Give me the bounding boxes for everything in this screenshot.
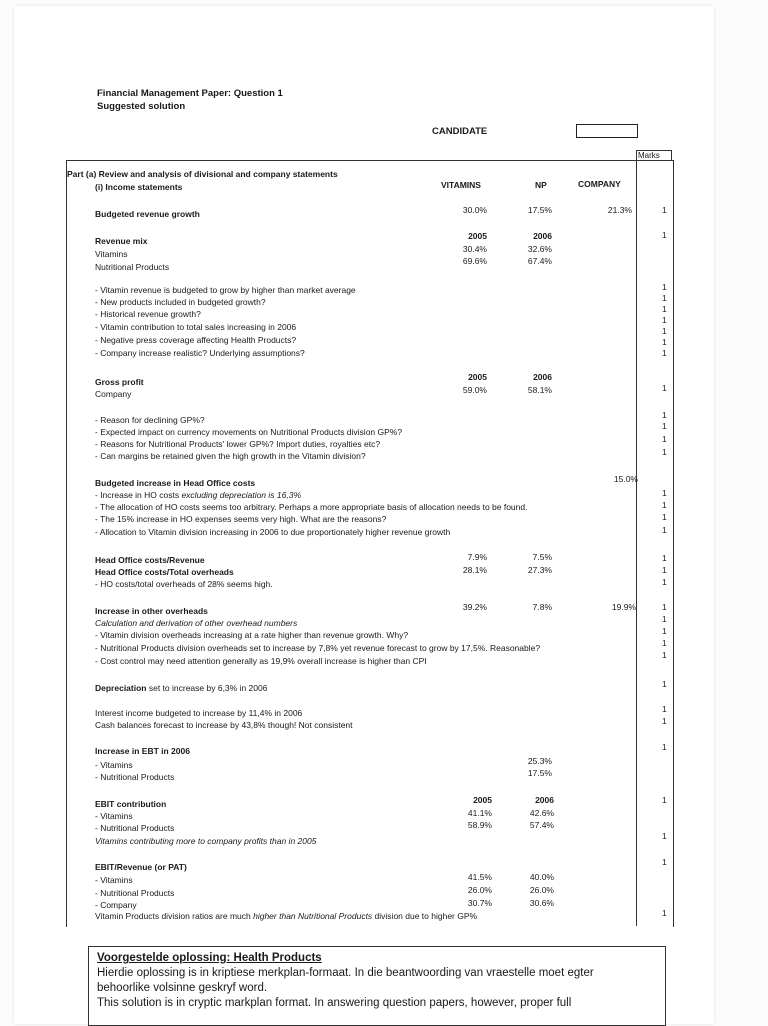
row-ebit-revenue-label: EBIT/Revenue (or PAT) <box>95 862 187 872</box>
ebit-vitamins-2006: 42.6% <box>529 808 554 818</box>
ebitrev-company-2005: 30.7% <box>467 898 492 908</box>
ebitrev-np-2005: 26.0% <box>467 885 492 895</box>
col-header-company: COMPANY <box>578 179 621 189</box>
mark: 1 <box>662 638 667 648</box>
list-item: - Historical revenue growth? <box>95 309 201 319</box>
ebitrev-company-label: - Company <box>95 900 137 910</box>
ho-overheads-vitamins: 28.1% <box>462 565 487 575</box>
row-revenue-mix-label: Revenue mix <box>95 236 148 246</box>
mark: 1 <box>662 205 667 215</box>
revenue-mix-vitamins-2006: 32.6% <box>527 244 552 254</box>
row-other-overheads-label: Increase in other overheads <box>95 606 208 616</box>
answer-frame <box>66 160 674 927</box>
row-ho-costs-label: Budgeted increase in Head Office costs <box>95 478 256 488</box>
list-item: - Reason for declining GP%? <box>95 415 205 425</box>
mark: 1 <box>662 337 667 347</box>
ebitrev-np-label: - Nutritional Products <box>95 888 175 898</box>
document-subtitle: Suggested solution <box>97 101 186 112</box>
mark: 1 <box>662 525 667 535</box>
marks-column-right-rule <box>671 150 672 160</box>
mark: 1 <box>662 512 667 522</box>
note-title: Voorgestelde oplossing: Health Products <box>97 952 322 964</box>
revenue-mix-year-2005: 2005 <box>468 231 487 241</box>
candidate-label: CANDIDATE <box>432 126 488 137</box>
part-heading: Part (a) Review and analysis of divisional and company statements <box>67 169 338 179</box>
row-ho-overheads-label: Head Office costs/Total overheads <box>95 567 234 577</box>
mark: 1 <box>662 553 667 563</box>
ebit-year-2006: 2006 <box>535 795 554 805</box>
revenue-mix-year-2006: 2006 <box>533 231 552 241</box>
list-item: - HO costs/total overheads of 28% seems high. <box>95 579 273 589</box>
mark: 1 <box>662 565 667 575</box>
list-item: - Expected impact on currency movements on Nutritional Products division GP%? <box>95 427 403 437</box>
mark: 1 <box>662 857 667 867</box>
list-item: - Company increase realistic? Underlying assumptions? <box>95 348 305 358</box>
ho-revenue-np: 7.5% <box>532 552 552 562</box>
mark: 1 <box>662 704 667 714</box>
mark: 1 <box>662 315 667 325</box>
gross-profit-company-label: Company <box>95 389 132 399</box>
mark: 1 <box>662 421 667 431</box>
ebit-vitamins-label: - Vitamins <box>95 811 133 821</box>
note-line: behoorlike volsinne geskryf word. <box>97 982 268 994</box>
mark: 1 <box>662 230 667 240</box>
list-item: - Nutritional Products division overheads set to increase by 7,8% yet revenue forecast to grow by 17,5%. Reasonable? <box>95 643 541 653</box>
revenue-mix-np-label: Nutritional Products <box>95 262 170 272</box>
row-ho-revenue-label: Head Office costs/Revenue <box>95 555 205 565</box>
mark: 1 <box>662 348 667 358</box>
ebt-np-label: - Nutritional Products <box>95 772 175 782</box>
mark: 1 <box>662 500 667 510</box>
ho-overheads-np: 27.3% <box>527 565 552 575</box>
ebit-np-label: - Nutritional Products <box>95 823 175 833</box>
list-item: - Vitamin division overheads increasing at a rate higher than revenue growth. Why? <box>95 630 409 640</box>
mark: 1 <box>662 716 667 726</box>
mark: 1 <box>662 650 667 660</box>
mark: 1 <box>662 908 667 918</box>
ebitrev-vitamins-2005: 41.5% <box>467 872 492 882</box>
list-item: - Vitamin revenue is budgeted to grow by higher than market average <box>95 285 356 295</box>
revenue-mix-vitamins-label: Vitamins <box>95 249 128 259</box>
revenue-growth-np: 17.5% <box>527 205 552 215</box>
col-header-np: NP <box>535 180 547 190</box>
list-item: - New products included in budgeted growth? <box>95 297 266 307</box>
gross-profit-year-2005: 2005 <box>468 372 487 382</box>
mark: 1 <box>662 831 667 841</box>
ho-revenue-vitamins: 7.9% <box>467 552 487 562</box>
mark: 1 <box>662 434 667 444</box>
ebitrev-company-2006: 30.6% <box>529 898 554 908</box>
marks-header: Marks <box>638 151 660 160</box>
row-depreciation: Depreciation set to increase by 6,3% in 2006 <box>95 683 268 693</box>
ebit-year-2005: 2005 <box>473 795 492 805</box>
mark: 1 <box>662 577 667 587</box>
list-item: - The allocation of HO costs seems too arbitrary. Perhaps a more appropriate basis of allocation needs to be found. <box>95 502 528 512</box>
list-item: - Reasons for Nutritional Products' lower GP%? Import duties, royalties etc? <box>95 439 381 449</box>
ebt-vitamins-value: 25.3% <box>527 756 552 766</box>
row-ebt-label: Increase in EBT in 2006 <box>95 746 190 756</box>
other-overheads-note: Calculation and derivation of other overhead numbers <box>95 618 298 628</box>
part-subheading: (i) Income statements <box>95 182 183 192</box>
mark: 1 <box>662 293 667 303</box>
ho-costs-company: 15.0% <box>613 474 638 484</box>
mark: 1 <box>662 383 667 393</box>
list-item: - Can margins be retained given the high growth in the Vitamin division? <box>95 451 366 461</box>
mark: 1 <box>662 410 667 420</box>
ebitrev-vitamins-2006: 40.0% <box>529 872 554 882</box>
mark: 1 <box>662 326 667 336</box>
mark: 1 <box>662 304 667 314</box>
translation-note-box <box>88 946 666 1026</box>
gross-profit-2006: 58.1% <box>527 385 552 395</box>
row-gross-profit-label: Gross profit <box>95 377 144 387</box>
revenue-mix-np-2006: 67.4% <box>527 256 552 266</box>
mark: 1 <box>662 447 667 457</box>
ebitrev-np-2006: 26.0% <box>529 885 554 895</box>
mark: 1 <box>662 282 667 292</box>
ebitrev-note: Vitamin Products division ratios are much higher than Nutritional Products division due to higher GP% <box>95 911 478 921</box>
marks-column-left-rule <box>636 150 637 926</box>
list-item: - Allocation to Vitamin division increasing in 2006 to due proportionately higher revenue growth <box>95 527 451 537</box>
list-item: - Cost control may need attention generally as 19,9% overall increase is higher than CPI <box>95 656 427 666</box>
gross-profit-year-2006: 2006 <box>533 372 552 382</box>
ebitrev-vitamins-label: - Vitamins <box>95 875 133 885</box>
candidate-number-field[interactable] <box>576 124 638 138</box>
row-cash-balances: Cash balances forecast to increase by 43,8% though! Not consistent <box>95 720 353 730</box>
ebit-np-2005: 58.9% <box>467 820 492 830</box>
row-revenue-growth-label: Budgeted revenue growth <box>95 209 200 219</box>
mark: 1 <box>662 602 667 612</box>
revenue-growth-company: 21.3% <box>607 205 632 215</box>
gross-profit-2005: 59.0% <box>462 385 487 395</box>
list-item: - The 15% increase in HO expenses seems very high. What are the reasons? <box>95 514 387 524</box>
note-line: This solution is in cryptic markplan format. In answering question papers, however, proper full <box>97 997 572 1009</box>
mark: 1 <box>662 626 667 636</box>
col-header-vitamins: VITAMINS <box>441 180 481 190</box>
ebt-np-value: 17.5% <box>527 768 552 778</box>
list-item: - Negative press coverage affecting Health Products? <box>95 335 297 345</box>
mark: 1 <box>662 795 667 805</box>
mark: 1 <box>662 614 667 624</box>
list-item: - Vitamin contribution to total sales increasing in 2006 <box>95 322 297 332</box>
list-item: - Increase in HO costs excluding depreciation is 16,3% <box>95 490 302 500</box>
note-line: Hierdie oplossing is in kriptiese merkplan-formaat. In die beantwoording van vraestelle moet egter <box>97 967 594 979</box>
row-interest-income: Interest income budgeted to increase by 11,4% in 2006 <box>95 708 303 718</box>
other-overheads-np: 7.8% <box>532 602 552 612</box>
ebt-vitamins-label: - Vitamins <box>95 760 133 770</box>
ebit-note: Vitamins contributing more to company profits than in 2005 <box>95 836 317 846</box>
mark: 1 <box>662 488 667 498</box>
mark: 1 <box>662 742 667 752</box>
mark: 1 <box>662 679 667 689</box>
document-title: Financial Management Paper: Question 1 <box>97 88 283 99</box>
row-ebit-contribution-label: EBIT contribution <box>95 799 167 809</box>
ebit-vitamins-2005: 41.1% <box>467 808 492 818</box>
ebit-np-2006: 57.4% <box>529 820 554 830</box>
other-overheads-vitamins: 39.2% <box>462 602 487 612</box>
revenue-mix-np-2005: 69.6% <box>462 256 487 266</box>
other-overheads-company: 19.9% <box>611 602 636 612</box>
revenue-growth-vitamins: 30.0% <box>462 205 487 215</box>
revenue-mix-vitamins-2005: 30.4% <box>462 244 487 254</box>
